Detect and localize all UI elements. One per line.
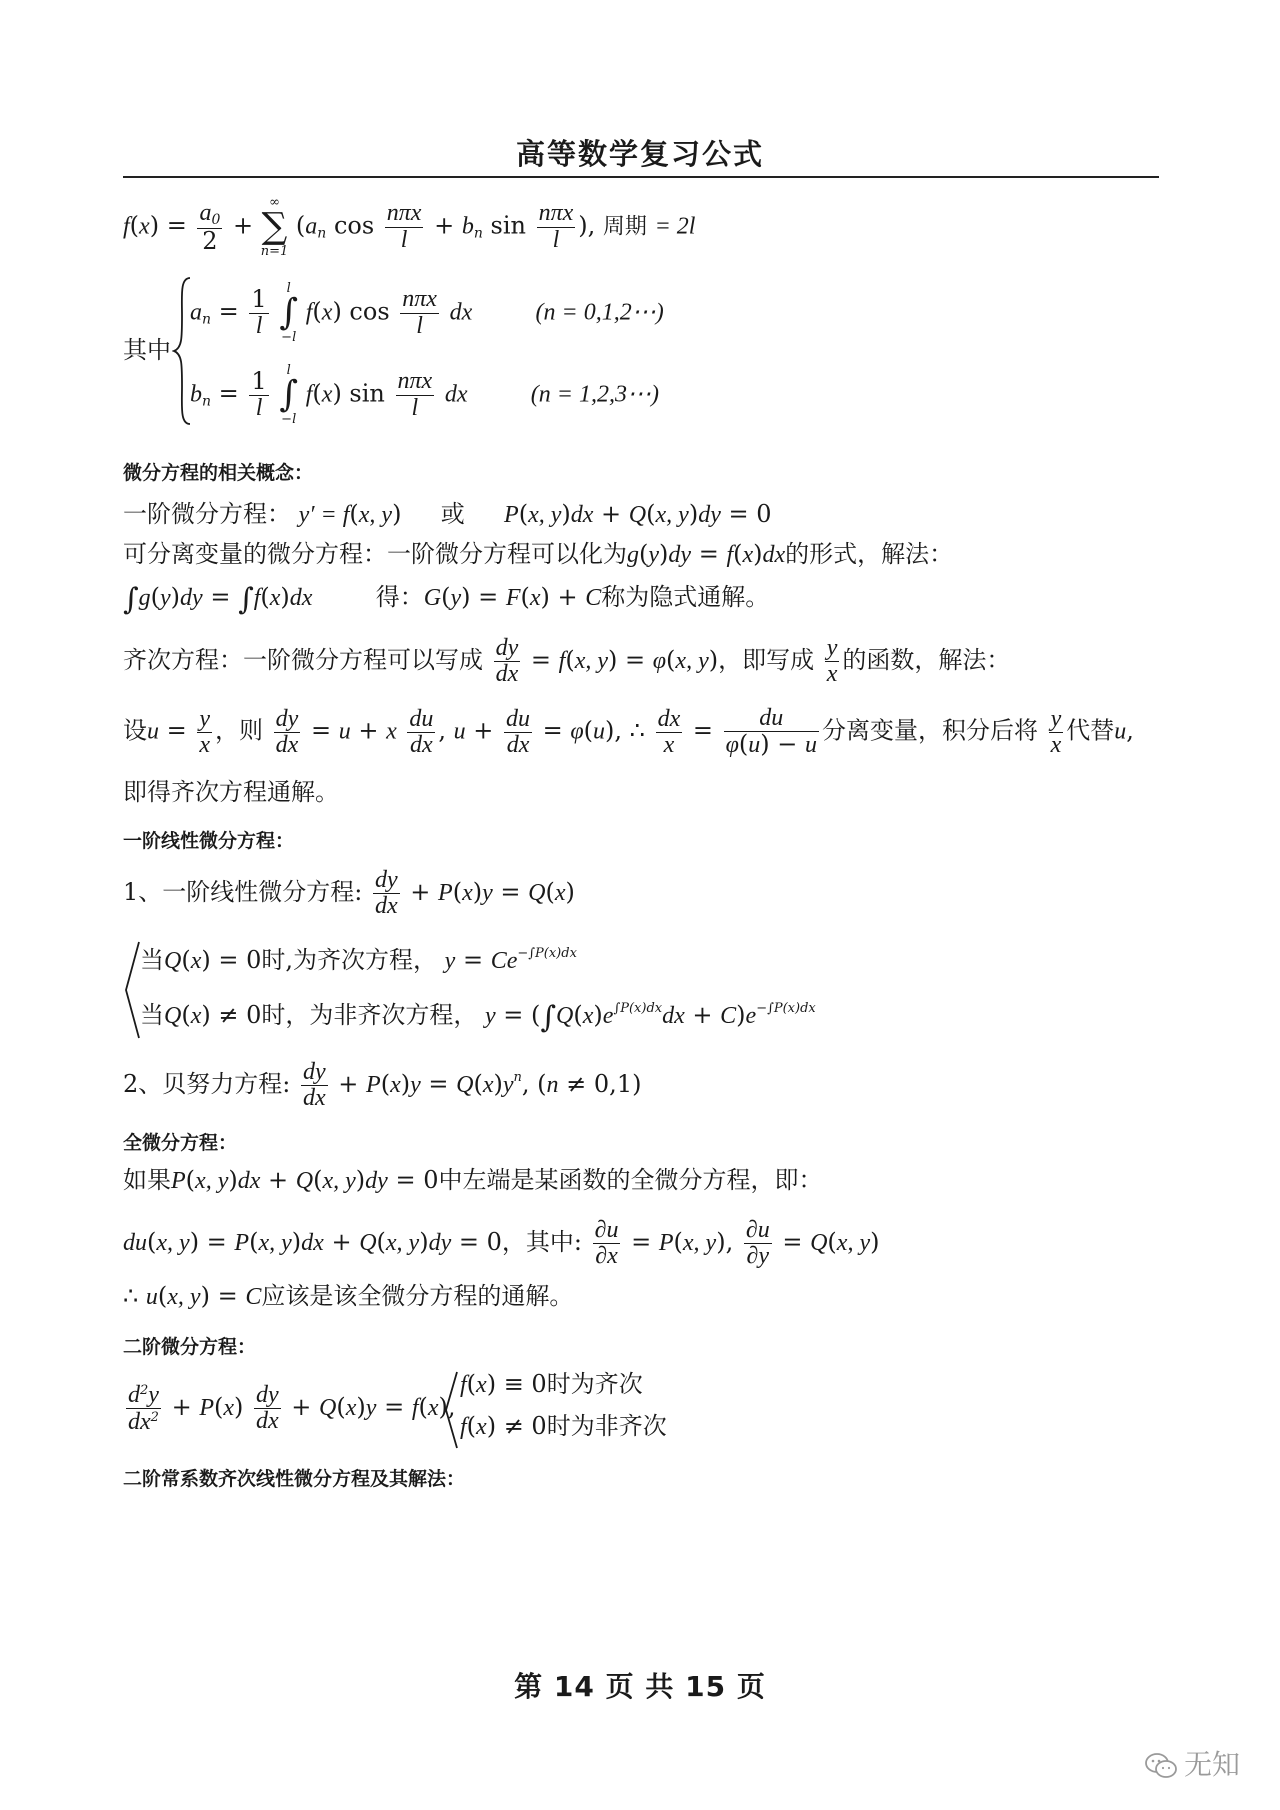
homogeneous-method-line: 设u = $\frac{y}{x}$ ，则 $\frac{dy}{dx}$ = u + x $\frac{du}{dx}$ , u + $\frac{du}{dx}$ = φ(u), ∴ $\frac{dx}{x}$ = $\frac{du}{\varphi(u) - u}$ 分离变量，积分后将 $\frac{y}{x}$ 代替u, xyxy=(123,705,1134,759)
separable-solution-line: ∫g(y)dy = ∫f(x)dx 得：G(y) = F(x) + C称为隐式通解。 xyxy=(123,582,770,617)
linear-equation-line: 1、一阶线性微分方程: $\frac{dy}{dx}$ + P(x)y = Q(x) xyxy=(123,867,575,920)
homog-text-c: 的函数，解法： xyxy=(842,646,1011,675)
period-label: 周期 xyxy=(602,214,647,240)
fourier-series-formula: f(x) = $\frac{a_0}{2}$ + ∞ ∑ n=1 ($a_n$ cos $\frac{\text{nπx}}{l}$ + $b_n$ sin $\frac{\text{nπx}}{l}$ ), 周期 = 2l xyxy=(123,195,696,259)
period-value: = 2l xyxy=(654,213,696,240)
nonhomog-case-label: 时为非齐次 xyxy=(546,1412,667,1440)
total-text-b: 中左端是某函数的全微分方程，即： xyxy=(438,1166,823,1194)
get-label: 得： xyxy=(375,583,424,611)
watermark xyxy=(1144,1743,1240,1783)
where2-label: ，其中: xyxy=(501,1228,582,1257)
first-order-line: 一阶微分方程： y′ = f(x, y) 或 P(x, y)dx + Q(x, y)dy = 0 xyxy=(123,500,772,528)
or-label: 或 xyxy=(440,500,465,528)
homog-text-b: ，即写成 xyxy=(718,646,815,675)
when1-label: 当 xyxy=(140,946,164,974)
homog-case: f(x) ≡ 0时为齐次 xyxy=(460,1370,643,1398)
should-label: 应该是该全微分方程的通解。 xyxy=(261,1282,574,1310)
section-heading-second-order-const: 二阶常系数齐次线性微分方程及其解法： xyxy=(123,1468,466,1490)
section-heading-concepts: 微分方程的相关概念： xyxy=(123,462,314,484)
set-label: 设 xyxy=(123,716,147,745)
linear-nonhomog-case: 当Q(x) ≠ 0时，为非齐次方程， $y = (\int Q(x)e^{\int P(x)dx}dx + C)e^{-\int P(x)dx}$ xyxy=(140,1000,816,1035)
when1-text: 时,为齐次方程， xyxy=(261,946,438,974)
homog-text-a: 齐次方程：一阶微分方程可以写成 xyxy=(123,646,483,675)
separable-text-b: 的形式，解法： xyxy=(785,540,954,568)
an-range: (n = 0,1,2⋯) xyxy=(535,299,664,326)
chat-bubble-icon xyxy=(1144,1752,1178,1780)
bernoulli-label: 2、贝努力方程: xyxy=(123,1070,291,1099)
total-diff-line: 如果P(x, y)dx + Q(x, y)dy = 0中左端是某函数的全微分方程，即： xyxy=(123,1166,823,1194)
title-rule xyxy=(123,176,1159,178)
when2-label: 当 xyxy=(140,1001,164,1029)
implicit-label: 称为隐式通解。 xyxy=(601,583,770,611)
total-text-a: 如果 xyxy=(123,1166,171,1194)
when2-text: 时，为非齐次方程， xyxy=(261,1001,478,1029)
linear-label: 1、一阶线性微分方程: xyxy=(123,878,363,907)
section-heading-second-order: 二阶微分方程： xyxy=(123,1336,257,1358)
homogeneous-end-line: 即得齐次方程通解。 xyxy=(123,778,339,806)
watermark-text: 无知 xyxy=(1183,1748,1240,1781)
bernoulli-line: 2、贝努力方程: $\frac{dy}{dx}$ + $P(x)y = Q(x)y^n$, (n ≠ 0,1) xyxy=(123,1059,642,1112)
angle-bracket-icon xyxy=(123,940,141,1040)
bn-formula: $b_n$ = $\frac{1}{l}$ l ∫ −l f(x) sin $\frac{\text{nπx}}{l}$ dx (n = 1,2,3⋯) xyxy=(190,363,659,427)
separable-text-a: 可分离变量的微分方程：一阶微分方程可以化为 xyxy=(123,540,627,568)
section-heading-first-order-linear: 一阶线性微分方程： xyxy=(123,830,295,852)
nonhomog-case: f(x) ≠ 0时为非齐次 xyxy=(460,1412,667,1440)
total-diff-formula: du(x, y) = P(x, y)dx + Q(x, y)dy = 0，其中: $\frac{\partial u}{\partial x}$ = P(x, y), $\frac{\partial u}{\partial y}$ = Q(x, y) xyxy=(123,1217,880,1270)
total-diff-solution: ∴ u(x, y) = C应该是该全微分方程的通解。 xyxy=(123,1282,574,1310)
where-label: 其中 xyxy=(123,336,171,364)
homogeneous-line: 齐次方程：一阶微分方程可以写成 $\frac{dy}{dx}$ = f(x, y) = φ(x, y)，即写成 $\frac{y}{x}$ 的函数，解法： xyxy=(123,635,1011,688)
page-footer: 第 14 页 共 15 页 xyxy=(514,1670,766,1703)
angle-bracket-icon xyxy=(443,1370,459,1450)
page-title: 高等数学复习公式 xyxy=(515,137,764,171)
separate-label: 分离变量，积分后将 xyxy=(822,716,1038,745)
homog-case-label: 时为齐次 xyxy=(546,1370,643,1398)
first-order-label: 一阶微分方程： xyxy=(123,500,291,528)
bn-range: (n = 1,2,3⋯) xyxy=(530,381,659,408)
linear-homog-case: 当Q(x) = 0时,为齐次方程， $y = Ce^{-\int P(x)dx}$ xyxy=(140,946,577,974)
separable-line: 可分离变量的微分方程：一阶微分方程可以化为g(y)dy = f(x)dx的形式，解法： xyxy=(123,540,954,568)
replace-label: 代替 xyxy=(1066,716,1115,745)
second-order-formula: $\frac{d^2y}{dx^2}$ + P(x) $\frac{dy}{dx}$ + Q(x)y = f(x), xyxy=(128,1382,456,1436)
section-heading-total-differential: 全微分方程： xyxy=(123,1132,238,1154)
an-formula: $a_n$ = $\frac{1}{l}$ l ∫ −l f(x) cos $\frac{\text{nπx}}{l}$ dx (n = 0,1,2⋯) xyxy=(190,281,664,345)
then-label: ，则 xyxy=(215,716,264,745)
